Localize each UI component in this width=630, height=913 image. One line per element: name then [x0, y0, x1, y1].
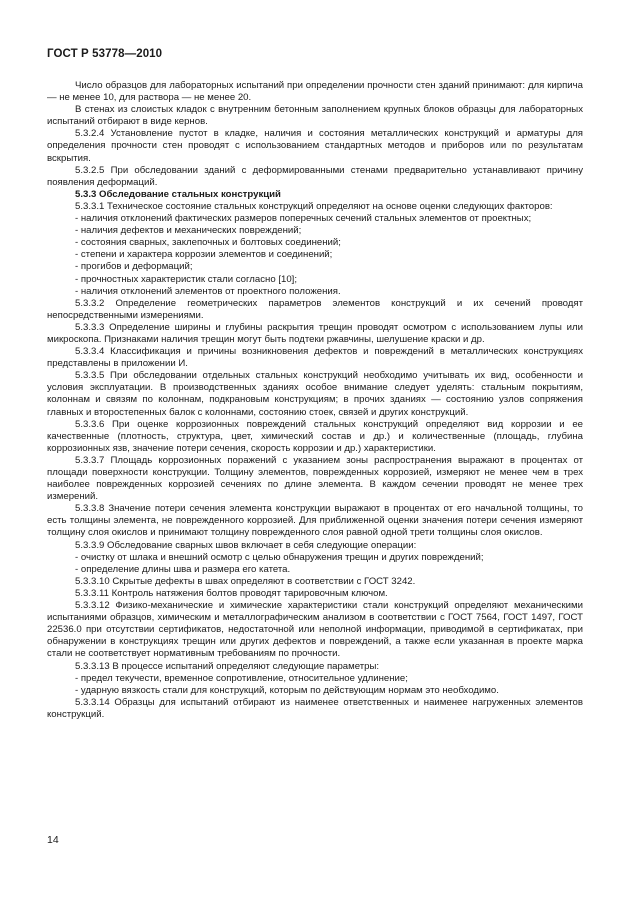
list-item: - наличия отклонений элементов от проектного положения.: [75, 285, 341, 297]
section-heading: 5.3.3 Обследование стальных конструкций: [75, 188, 281, 200]
paragraph: 5.3.3.14 Образцы для испытаний отбирают из наименее ответственных и наименее нагруженных элементов конструкций.: [47, 696, 583, 720]
list-item: - наличия отклонений фактических размеров поперечных сечений стальных элементов от проектных;: [75, 213, 532, 225]
paragraph: 5.3.3.8 Значение потери сечения элемента конструкции выражают в процентах от его начальной толщины, то есть толщины элемента, не поврежденного коррозией. Для приближенной оценки значения потери сечения измеряют толщину слоя окислов и принимают толщину поврежденного слоя равной одной трети толщины слоя окислов.: [47, 503, 583, 539]
list-item: - степени и характера коррозии элементов и соединений;: [75, 249, 333, 261]
paragraph: 5.3.3.5 При обследовании отдельных стальных конструкций необходимо учитывать их вид, особенности и условия эксплуатации. В производственных зданиях особое внимание следует уделять: стальным покрытиям, колоннам и связям по колоннам, подкрановым конструкциям; в прочих зданиях — состоянию узлов сопряжения главных и второстепенных балок с колоннами, состоянию стоек, связей и других конструкций.: [47, 370, 583, 418]
list-item: 5.3.3.10 Скрытые дефекты в швах определяют в соответствии с ГОСТ 3242.: [75, 575, 416, 587]
paragraph: 5.3.3.9 Обследование сварных швов включает в себя следующие операции:: [75, 539, 417, 551]
paragraph: 5.3.3.6 При оценке коррозионных повреждений стальных конструкций определяют вид коррозии и ее качественные (плотность, структура, цвет, химический состав и др.) и количественные (площадь, глубина коррозионных язв, значение потери сечения, скорость коррозии и др.) характеристики.: [47, 418, 583, 454]
list-item: - определение длины шва и размера его катета.: [75, 563, 291, 575]
list-item: 5.3.3.11 Контроль натяжения болтов проводят тарировочным ключом.: [75, 587, 388, 599]
list-item: - наличия дефектов и механических повреждений;: [75, 225, 302, 237]
page-number: 14: [47, 834, 59, 846]
standard-header: ГОСТ Р 53778—2010: [47, 48, 163, 60]
list-item: - состояния сварных, заклепочных и болтовых соединений;: [75, 237, 341, 249]
paragraph: 5.3.2.4 Установление пустот в кладке, наличия и состояния металлических конструкций и арматуры для определения прочности стен проводят с использованием стандартных методов и приборов или по результатам вскрытия.: [47, 128, 583, 164]
document-body: [47, 80, 583, 721]
list-item: - прочностных характеристик стали согласно [10];: [75, 273, 297, 285]
list-item: - ударную вязкость стали для конструкций, которым по действующим нормам это необходимо.: [75, 684, 499, 696]
paragraph: 5.3.3.3 Определение ширины и глубины раскрытия трещин проводят осмотром с использованием лупы или микроскопа. Признаками наличия трещин могут быть подтеки ржавчины, шелушение краски и др.: [47, 321, 583, 345]
paragraph: 5.3.3.2 Определение геометрических параметров элементов конструкций и их сечений проводят непосредственными измерениями.: [47, 297, 583, 321]
list-item: 5.3.3.13 В процессе испытаний определяют следующие параметры:: [75, 660, 380, 672]
paragraph: 5.3.3.4 Классификация и причины возникновения дефектов и повреждений в металлических конструкциях представлены в приложении И.: [47, 346, 583, 370]
list-item: - прогибов и деформаций;: [75, 261, 193, 273]
paragraph: В стенах из слоистых кладок с внутренним бетонным заполнением крупных блоков образцы для лабораторных испытаний отбирают в виде кернов.: [47, 104, 583, 128]
list-item: - предел текучести, временное сопротивление, относительное удлинение;: [75, 672, 408, 684]
paragraph: Число образцов для лабораторных испытаний при определении прочности стен зданий принимают: для кирпича — не менее 10, для раствора — не менее 20.: [47, 80, 583, 104]
paragraph: 5.3.3.12 Физико-механические и химические характеристики стали конструкций определяют механическими испытаниями образцов, химическим и металлографическим анализом в соответствии с ГОСТ 7564, ГОСТ 1497, ГОСТ 22536.0 при отсутствии сертификатов, недостаточной или неполной информации, приводимой в сертификатах, при обнаружении в конструкциях трещин или других дефектов и повреждений, а также если указанная в проекте марка стали не соответствует нормативным требованиям по прочности.: [47, 600, 583, 660]
paragraph: 5.3.3.7 Площадь коррозионных поражений с указанием зоны распространения выражают в процентах от площади поверхности конструкции. Толщину элементов, поврежденных коррозией, измеряют не менее чем в трех наиболее поврежденных коррозией сечениях по длине элемента. В каждом сечении проводят не менее трех измерений.: [47, 454, 583, 503]
paragraph: 5.3.3.1 Техническое состояние стальных конструкций определяют на основе оценки следующих факторов:: [75, 200, 553, 212]
list-item: - очистку от шлака и внешний осмотр с целью обнаружения трещин и других повреждений;: [75, 551, 484, 563]
paragraph: 5.3.2.5 При обследовании зданий с деформированными стенами предварительно устанавливают причину появления деформаций.: [47, 164, 583, 188]
